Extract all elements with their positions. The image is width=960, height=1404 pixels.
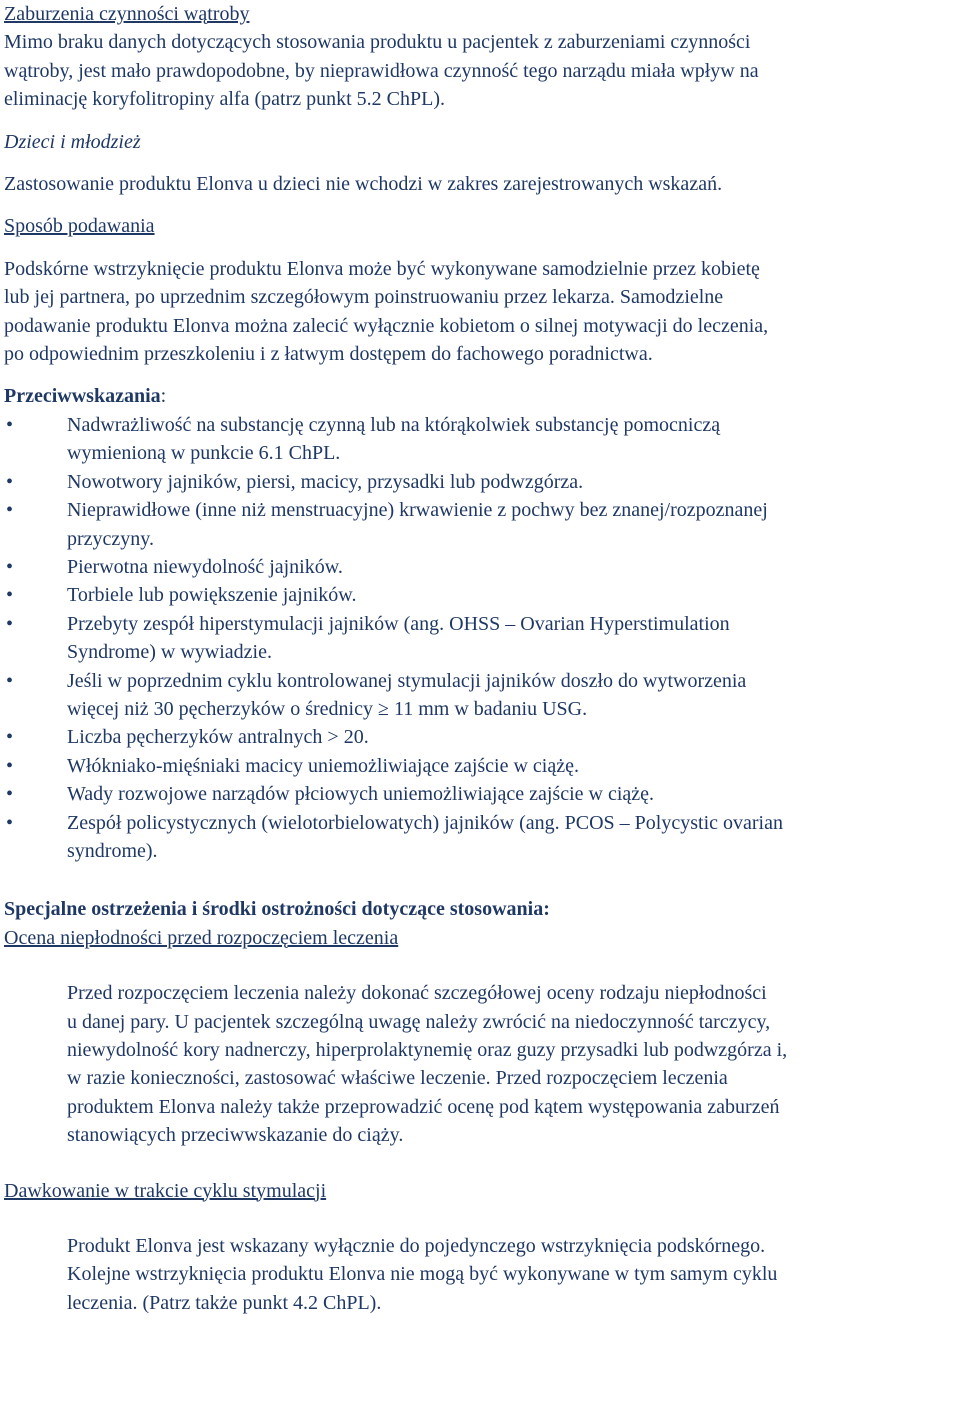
administration-paragraph: [4, 255, 956, 369]
dosing-heading: Dawkowanie w trakcie cyklu stymulacji: [4, 1179, 327, 1202]
liver-line: Mimo braku danych dotyczących stosowania produktu u pacjentek z zaburzeniami czynności: [4, 31, 751, 54]
list-item: • Nieprawidłowe (inne niż menstruacyjne) krwawienie z pochwy bez znanej/rozpoznanej przyczyny.: [4, 496, 956, 553]
administration-line: lub jej partnera, po uprzednim szczegółowym poinstruowaniu przez lekarza. Samodzielne: [4, 286, 724, 309]
administration-line: po odpowiednim przeszkoleniu i z łatwym dostępem do fachowego poradnictwa.: [4, 343, 653, 366]
list-item: • Torbiele lub powiększenie jajników.: [4, 581, 956, 609]
children-heading: Dzieci i młodzież: [4, 130, 141, 153]
dosing-line: Produkt Elonva jest wskazany wyłącznie do pojedynczego wstrzyknięcia podskórnego.: [67, 1235, 766, 1258]
liver-paragraph: [4, 28, 956, 113]
bullet-icon: •: [6, 726, 14, 749]
infertility-paragraph: [67, 979, 956, 1149]
list-item: • Nadwrażliwość na substancję czynną lub na którąkolwiek substancję pomocniczą wymienioną w punkcie 6.1 ChPL.: [4, 411, 956, 468]
list-item: • Jeśli w poprzednim cyklu kontrolowanej stymulacji jajników doszło do wytworzenia więcej niż 30 pęcherzyków o średnicy ≥ 11 mm w badaniu USG.: [4, 667, 956, 724]
contraindications-heading: Przeciwwskazania:: [4, 385, 167, 408]
bullet-icon: •: [6, 555, 14, 578]
list-item: • Liczba pęcherzyków antralnych > 20.: [4, 723, 956, 751]
document: [4, 0, 956, 1317]
administration-line: podawanie produktu Elonva można zalecić wyłącznie kobietom o silnej motywacji do leczenia,: [4, 314, 769, 337]
administration-line: Podskórne wstrzyknięcie produktu Elonva może być wykonywane samodzielnie przez kobietę: [4, 257, 760, 280]
infertility-line: stanowiących przeciwwskazanie do ciąży.: [67, 1124, 404, 1147]
liver-line: eliminację koryfolitropiny alfa (patrz punkt 5.2 ChPL).: [4, 88, 445, 111]
bullet-icon: •: [6, 811, 14, 834]
list-item: • Włókniako-mięśniaki macicy uniemożliwiające zajście w ciążę.: [4, 752, 956, 780]
list-item: • Wady rozwojowe narządów płciowych uniemożliwiające zajście w ciążę.: [4, 780, 956, 808]
list-item: • Przebyty zespół hiperstymulacji jajników (ang. OHSS – Ovarian Hyperstimulation Syndrome) w wywiadzie.: [4, 610, 956, 667]
bullet-icon: •: [6, 612, 14, 635]
dosing-line: Kolejne wstrzyknięcia produktu Elonva nie mogą być wykonywane w tym samym cyklu: [67, 1263, 778, 1286]
list-item: • Pierwotna niewydolność jajników.: [4, 553, 956, 581]
infertility-heading: Ocena niepłodności przed rozpoczęciem leczenia: [4, 926, 399, 949]
liver-line: wątroby, jest mało prawdopodobne, by nieprawidłowa czynność tego narządu miała wpływ na: [4, 59, 759, 82]
warnings-heading: Specjalne ostrzeżenia i środki ostrożności dotyczące stosowania:: [4, 898, 550, 921]
list-item: • Zespół policystycznych (wielotorbielowatych) jajników (ang. PCOS – Polycystic ovarian syndrome).: [4, 809, 956, 866]
dosing-paragraph: [67, 1232, 956, 1317]
dosing-line: leczenia. (Patrz także punkt 4.2 ChPL).: [67, 1291, 382, 1314]
list-item: • Nowotwory jajników, piersi, macicy, przysadki lub podwzgórza.: [4, 468, 956, 496]
bullet-icon: •: [6, 669, 14, 692]
liver-heading: Zaburzenia czynności wątroby: [4, 3, 250, 25]
bullet-icon: •: [6, 754, 14, 777]
contraindications-list: [4, 411, 956, 866]
bullet-icon: •: [6, 470, 14, 493]
infertility-line: produktem Elonva należy także przeprowadzić ocenę pod kątem występowania zaburzeń: [67, 1095, 780, 1118]
bullet-icon: •: [6, 783, 14, 806]
infertility-line: w razie konieczności, zastosować właściwe leczenie. Przed rozpoczęciem leczenia: [67, 1067, 728, 1090]
administration-heading: Sposób podawania: [4, 215, 155, 238]
infertility-line: Przed rozpoczęciem leczenia należy dokonać szczegółowej oceny rodzaju niepłodności: [67, 982, 767, 1005]
infertility-line: niewydolność kory nadnerczy, hiperprolaktynemię oraz guzy przysadki lub podwzgórza i,: [67, 1039, 788, 1061]
bullet-icon: •: [6, 499, 14, 522]
bullet-icon: •: [6, 413, 14, 436]
children-text: Zastosowanie produktu Elonva u dzieci nie wchodzi w zakres zarejestrowanych wskazań.: [4, 173, 723, 196]
infertility-line: u danej pary. U pacjentek szczególną uwagę należy zwrócić na niedoczynność tarczycy,: [67, 1010, 771, 1033]
bullet-icon: •: [6, 584, 14, 607]
